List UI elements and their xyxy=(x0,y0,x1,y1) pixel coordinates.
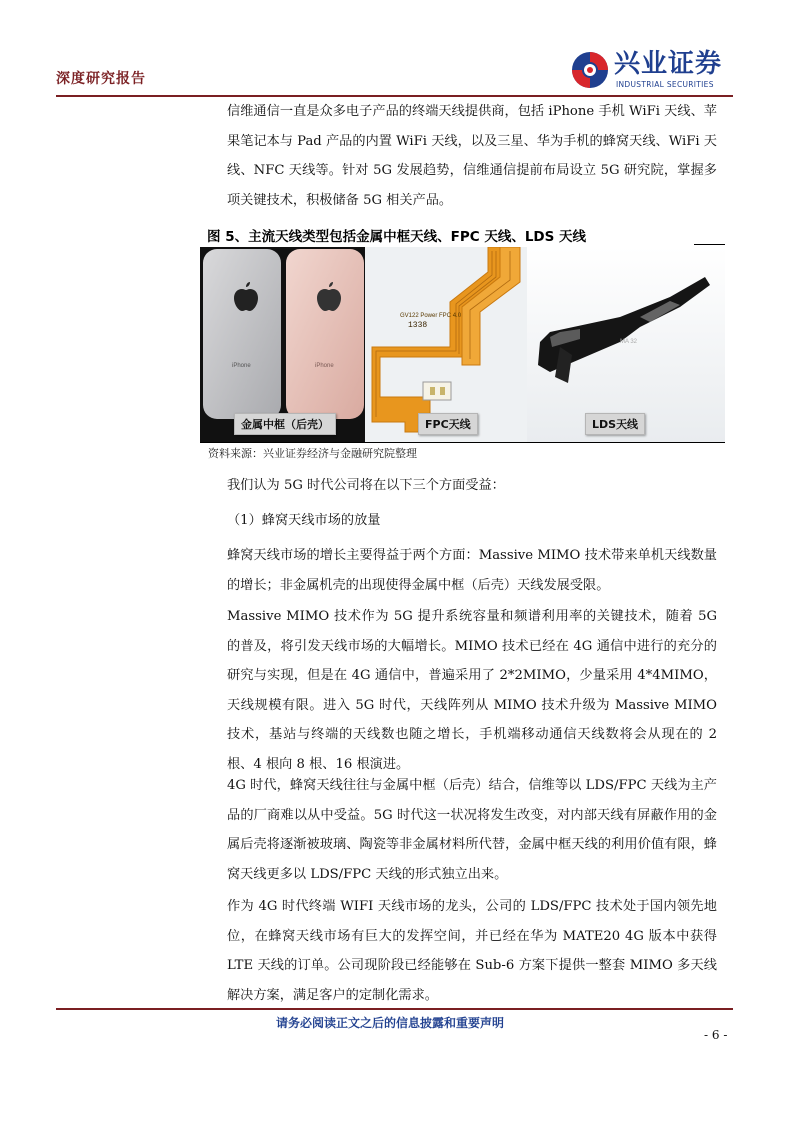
logo-chinese-name: 兴业证券 xyxy=(614,49,723,79)
section-heading-cellular: （1）蜂窝天线市场的放量 xyxy=(227,513,381,528)
intro-paragraph: 信维通信一直是众多电子产品的终端天线提供商，包括 iPhone 手机 WiFi 天线、苹果笔记本与 Pad 产品的内置 WiFi 天线，以及三星、华为手机的蜂窝天线、WiFi 天线、NFC 天线等。针对 5G 发展趋势，信维通信提前布局设立 5G 研究院，掌握多项关键技术，积极储备 5G 相关产品。 xyxy=(227,104,717,208)
fpc-contact-pad xyxy=(423,382,451,400)
label-metal-frame: 金属中框（后壳） xyxy=(234,413,336,435)
figure-title-rule xyxy=(694,244,725,245)
footer-divider xyxy=(56,1008,733,1010)
company-logo xyxy=(570,50,740,92)
label-lds: LDS天线 xyxy=(585,413,645,435)
report-type-label: 深度研究报告 xyxy=(56,71,146,87)
lds-print: MA 32 xyxy=(620,339,638,345)
phone-label: iPhone xyxy=(315,363,334,369)
company-position-paragraph: 作为 4G 时代终端 WIFI 天线市场的龙头，公司的 LDS/FPC 技术处于国内领先地位，在蜂窝天线市场有巨大的发挥空间，并已经在华为 MATE20 4G 版本中获得 LTE 天线的订单。公司现阶段已经能够在 Sub-6 方案下提供一整套 MIMO 多天线解决方案，满足客户的定制化需求。 xyxy=(227,899,717,1003)
page-number: - 6 - xyxy=(704,1028,728,1042)
fpc-contact xyxy=(440,387,445,395)
fpc-print: GV122 Power FPC 4.0 xyxy=(400,313,462,319)
fpc-serial: 1338 xyxy=(408,321,428,330)
phone-rose-back xyxy=(286,249,364,419)
fpc-contact xyxy=(430,387,435,395)
footer-disclaimer: 请务必阅读正文之后的信息披露和重要声明 xyxy=(276,1016,505,1030)
phone-silver-back xyxy=(203,249,281,419)
label-fpc: FPC天线 xyxy=(418,413,478,435)
logo-swirl-icon xyxy=(570,50,610,90)
cellular-growth-paragraph: 蜂窝天线市场的增长主要得益于两个方面：Massive MIMO 技术带来单机天线数量的增长；非金属机壳的出现使得金属中框（后壳）天线发展受限。 xyxy=(227,548,717,593)
phone-label: iPhone xyxy=(232,363,251,369)
4g-vs-5g-paragraph: 4G 时代，蜂窝天线往往与金属中框（后壳）结合，信维等以 LDS/FPC 天线为主产品的厂商难以从中受益。5G 时代这一状况将发生改变，对内部天线有屏蔽作用的金属后壳将逐渐被玻璃、陶瓷等非金属材料所代替，金属中框天线的利用价值有限，蜂窝天线更多以 LDS/FPC 天线的形式独立出来。 xyxy=(227,778,717,882)
figure-bottom-rule xyxy=(200,442,725,443)
benefit-intro: 我们认为 5G 时代公司将在以下三个方面受益： xyxy=(227,478,505,493)
logo-english-name: INDUSTRIAL SECURITIES xyxy=(616,80,714,89)
antenna-figure xyxy=(200,247,725,442)
massive-mimo-paragraph: Massive MIMO 技术作为 5G 提升系统容量和频谱利用率的关键技术，随着 5G 的普及，将引发天线市场的大幅增长。MIMO 技术已经在 4G 通信中进行的充分的研究与实现，但是在 4G 通信中，普遍采用了 2*2MIMO，少量采用 4*4MIMO，天线规模有限。进入 5G 时代，天线阵列从 MIMO 技术升级为 Massive MIMO 技术，基站与终端的天线数也随之增长，手机端移动通信天线数将会从现在的 2 根、4 根向 8 根、16 根演进。 xyxy=(227,609,717,772)
figure-source: 资料来源：兴业证券经济与金融研究院整理 xyxy=(208,447,417,460)
figure-title: 图 5、主流天线类型包括金属中框天线、FPC 天线、LDS 天线 xyxy=(207,229,587,245)
